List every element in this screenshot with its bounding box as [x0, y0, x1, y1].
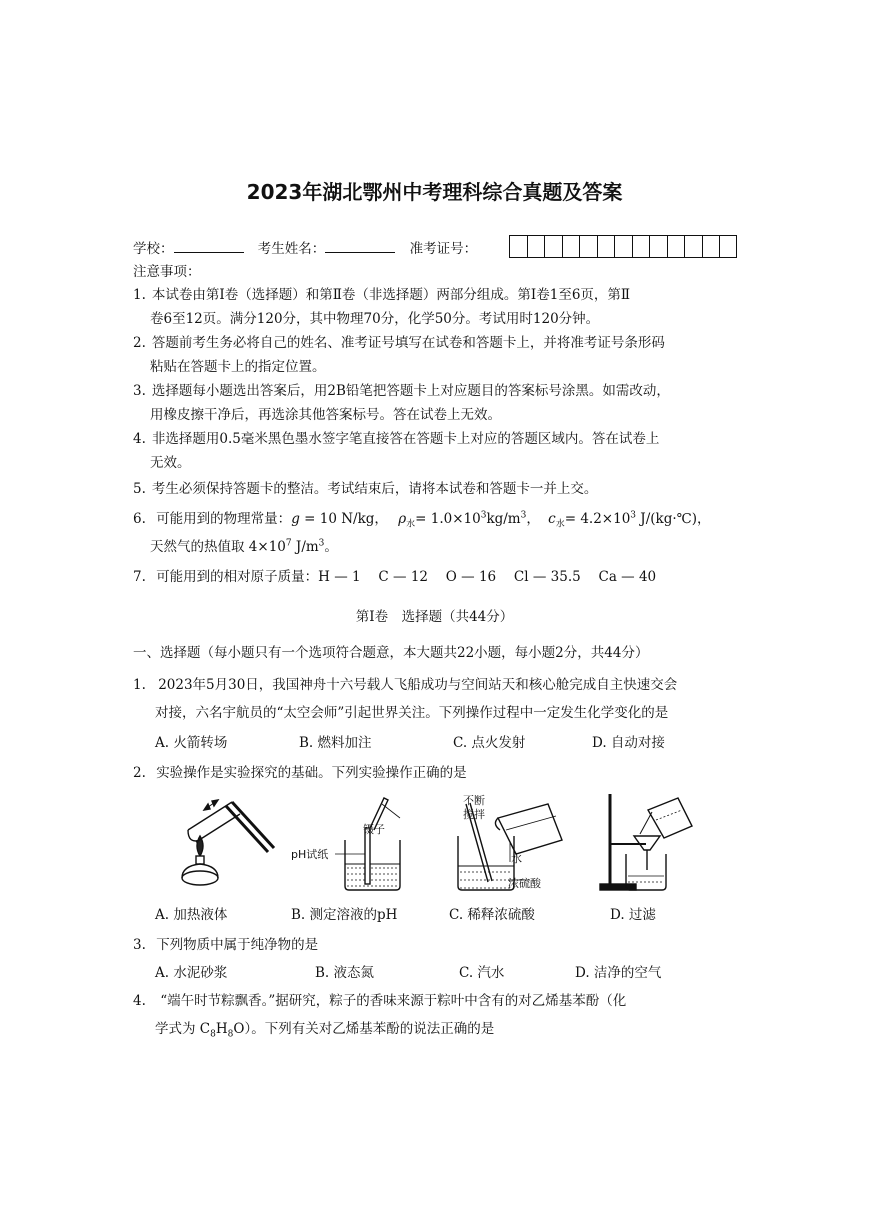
question-2-option-c: C. 稀释浓硫酸	[449, 907, 535, 923]
notice-item-4-line1: 4. 非选择题用0.5毫米黑色墨水签字笔直接答在答题卡上对应的答题区域内。答在试卷上	[133, 431, 660, 447]
notice-item-6-line2: 天然气的热值取 $4\times 10^7$ $J/m^3$。	[150, 538, 338, 555]
exam-id-boxes	[509, 235, 737, 258]
exam-id-box	[544, 235, 562, 258]
section-title: 第Ⅰ卷 选择题（共44分）	[355, 609, 514, 625]
notice-item-2-line2: 粘贴在答题卡上的指定位置。	[150, 359, 326, 375]
question-3-option-c: C. 汽水	[459, 965, 505, 981]
notice-item-4-line2: 无效。	[150, 455, 191, 471]
question-2-option-b: B. 测定溶液的pH	[291, 907, 398, 923]
question-4-line2: 学式为 $C_8H_8O$）。下列有关对乙烯基苯酚的说法正确的是	[155, 1021, 495, 1040]
notice-item-2-line1: 2. 答题前考生务必将自己的姓名、准考证号填写在试卷和答题卡上，并将准考证号条形码	[133, 335, 665, 351]
id-label: 准考证号：	[409, 241, 478, 257]
notice-heading: 注意事项：	[133, 264, 201, 280]
label-stir-2: 搅拌	[463, 808, 485, 821]
question-3: 3. 下列物质中属于纯净物的是	[133, 937, 319, 953]
notice-item-7: 7. 可能用到的相对原子质量：H — 1 C — 12 O — 16 Cl — 35.5 Ca — 40	[133, 569, 657, 585]
question-4-line1: 4. “端午时节粽飘香。”据研究，粽子的香味来源于粽叶中含有的对乙烯基苯酚（化	[133, 993, 627, 1009]
exam-id-box	[632, 235, 650, 258]
exam-id-box	[667, 235, 685, 258]
school-blank	[174, 238, 244, 253]
question-1-option-c: C. 点火发射	[453, 735, 526, 751]
question-2-option-d: D. 过滤	[610, 907, 656, 923]
exam-id-box	[684, 235, 702, 258]
question-3-option-b: B. 液态氮	[315, 965, 375, 981]
exam-id-box	[509, 235, 527, 258]
question-2: 2. 实验操作是实验探究的基础。下列实验操作正确的是	[133, 765, 467, 781]
exam-id-box	[719, 235, 737, 258]
page-title: 2023年湖北鄂州中考理科综合真题及答案	[246, 180, 623, 204]
exam-id-box	[562, 235, 580, 258]
label-stir-1: 不断	[463, 794, 485, 807]
question-1-line2: 对接，六名宇航员的“太空会师”引起世界关注。下列操作过程中一定发生化学变化的是	[155, 705, 669, 721]
notice-item-5-line1: 5. 考生必须保持答题卡的整洁。考试结束后，请将本试卷和答题卡一并上交。	[133, 481, 598, 497]
label-conc-acid: 浓硫酸	[508, 877, 541, 890]
question-3-option-a: A. 水泥砂浆	[155, 965, 228, 981]
school-field	[133, 238, 477, 259]
exam-id-box	[649, 235, 667, 258]
exam-id-box	[527, 235, 545, 258]
notice-item-6-line1: 6. 可能用到的物理常量：g = 10 N/kg， $\rho_水= 1.0\times 10^3kg/m^3$， $c_水= 4.2\times 10^3$ J/(kg·℃)，	[133, 510, 711, 530]
lab-operations-figure	[170, 790, 710, 900]
label-water: 水	[511, 852, 522, 865]
question-1-option-d: D. 自动对接	[592, 735, 665, 751]
notice-item-1-line2: 卷6至12页。满分120分，其中物理70分，化学50分。考试用时120分钟。	[150, 311, 600, 327]
name-blank	[325, 238, 395, 253]
exam-id-box	[597, 235, 615, 258]
heating-liquid-illustration	[182, 800, 274, 885]
filtration-illustration	[600, 794, 692, 890]
question-1-option-b: B. 燃料加注	[299, 735, 372, 751]
question-2-option-a: A. 加热液体	[155, 907, 228, 923]
exam-id-box	[702, 235, 720, 258]
question-3-option-d: D. 洁净的空气	[575, 965, 662, 981]
ph-test-illustration	[335, 798, 400, 890]
exam-id-box	[579, 235, 597, 258]
question-1-option-a: A. 火箭转场	[155, 735, 228, 751]
notice-item-1-line1: 1. 本试卷由第Ⅰ卷（选择题）和第Ⅱ卷（非选择题）两部分组成。第Ⅰ卷1至6页，第Ⅱ	[133, 287, 631, 303]
label-ph-paper: pH试纸	[291, 848, 329, 861]
notice-item-3-line1: 3. 选择题每小题选出答案后，用2B铅笔把答题卡上对应题目的答案标号涂黑。如需改动，	[133, 383, 670, 399]
notice-item-3-line2: 用橡皮擦干净后，再选涂其他答案标号。答在试卷上无效。	[150, 407, 501, 423]
part-heading: 一、选择题（每小题只有一个选项符合题意，本大题共22小题，每小题2分，共44分）	[133, 645, 649, 661]
name-label: 考生姓名：	[257, 241, 326, 257]
question-1-line1: 1. 2023年5月30日，我国神舟十六号载人飞船成功与空间站天和核心舱完成自主快速交会	[133, 677, 678, 693]
exam-id-box	[614, 235, 632, 258]
label-tweezers: 镊子	[363, 823, 385, 836]
school-label: 学校：	[133, 241, 174, 257]
